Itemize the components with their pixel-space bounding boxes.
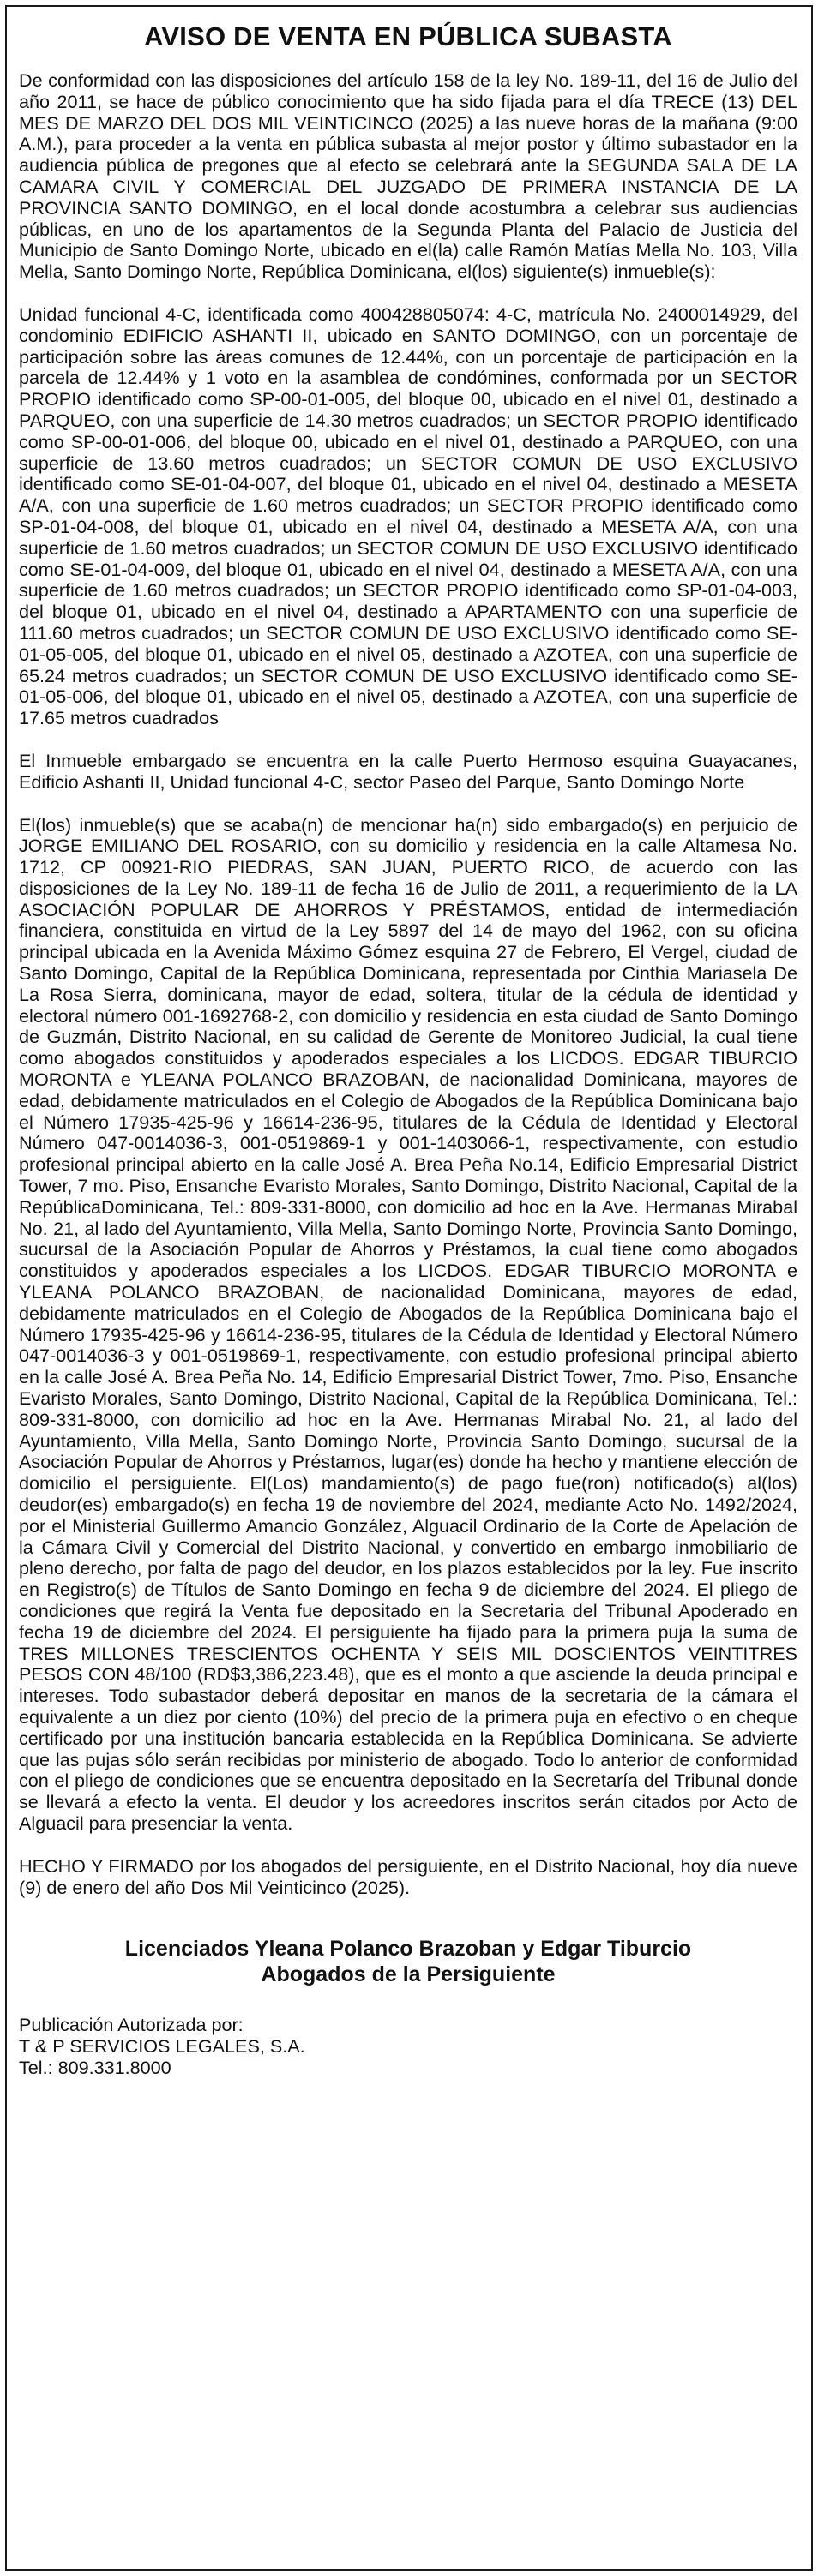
property-location-paragraph: El Inmueble embargado se encuentra en la calle Puerto Hermoso esquina Guayacanes, Edificio Ashanti II, Unidad funcional 4-C, sector Paseo del Parque, Santo Domingo Norte — [19, 749, 797, 793]
seizure-details-paragraph: El(los) inmueble(s) que se acaba(n) de mencionar ha(n) sido embargado(s) en perjuicio de JORGE EMILIANO DEL ROSARIO, con su domicilio y residencia en la calle Altamesa No. 1712, CP 00921-RIO PIEDRAS, SAN JUAN, PUERTO RICO, de acuerdo con las disposiciones de la Ley No. 189-11 de fecha 16 de Julio de 2011, a requerimiento de la LA ASOCIACIÓN POPULAR DE AHORROS Y PRÉSTAMOS, entidad de intermediación financiera, constituida en virtud de la Ley 5897 del 14 de mayo del 1962, con su oficina principal ubicada en la Avenida Máximo Gómez esquina 27 de Febrero, El Vergel, ciudad de Santo Domingo, Capital de la República Dominicana, representada por Cinthia Mariasela De La Rosa Sierra, dominicana, mayor de edad, soltera, titular de la cédula de identidad y electoral número 001-1692768-2, con domicilio y residencia en esta ciudad de Santo Domingo de Guzmán, Distrito Nacional, en su calidad de Gerente de Monitoreo Judicial, la cual tiene como abogados constituidos y apoderados especiales a los LICDOS. EDGAR TIBURCIO MORONTA e YLEANA POLANCO BRAZOBAN, de nacionalidad Dominicana, mayores de edad, debidamente matriculados en el Colegio de Abogados de la República Dominicana bajo el Número 17935-425-96 y 16614-236-95, titulares de la Cédula de Identidad y Electoral Número 047-0014036-3, 001-0519869-1 y 001-1403066-1, respectivamente, con estudio profesional principal abierto en la calle José A. Brea Peña No.14, Edificio Empresarial District Tower, 7 mo. Piso, Ensanche Evaristo Morales, Santo Domingo, Distrito Nacional, Capital de la RepúblicaDominicana, Tel.: 809-331-8000, con domicilio ad hoc en la Ave. Hermanas Mirabal No. 21, al lado del Ayuntamiento, Villa Mella, Santo Domingo Norte, Provincia Santo Domingo, sucursal de la Asociación Popular de Ahorros y Préstamos, la cual tiene como abogados constituidos y apoderados especiales a los LICDOS. EDGAR TIBURCIO MORONTA e YLEANA POLANCO BRAZOBAN, de nacionalidad Dominicana, mayores de edad, debidamente matriculados en el Colegio de Abogados de la República Dominicana bajo el Número 17935-425-96 y 16614-236-95, titulares de la Cédula de Identidad y Electoral Número 047-0014036-3 y 001-0519869-1, respectivamente, con estudio profesional principal abierto en la calle José A. Brea Peña No. 14, Edificio Empresarial District Tower, 7mo. Piso, Ensanche Evaristo Morales, Santo Domingo, Distrito Nacional, Capital de la República Dominicana, Tel.: 809-331-8000, con domicilio ad hoc en la Ave. Hermanas Mirabal No. 21, al lado del Ayuntamiento, Villa Mella, Santo Domingo Norte, Provincia Santo Domingo, sucursal de la Asociación Popular de Ahorros y Préstamos, lugar(es) donde ha hecho y mantiene elección de domicilio el persiguiente. El(Los) mandamiento(s) de pago fue(ron) notificado(s) al(los) deudor(es) embargado(s) en fecha 19 de noviembre del 2024, mediante Acto No. 1492/2024, por el Ministerial Guillermo Amancio González, Alguacil Ordinario de la Corte de Apelación de la Cámara Civil y Comercial del Distrito Nacional, y convertido en embargo inmobiliario de pleno derecho, por falta de pago del deudor, en los plazos establecidos por la ley. Fue inscrito en Registro(s) de Títulos de Santo Domingo en fecha 9 de diciembre del 2024. El pliego de condiciones que regirá la Venta fue depositado en la Secretaria del Tribunal Apoderado en fecha 19 de diciembre del 2024. El persiguiente ha fijado para la primera puja la suma de TRES MILLONES TRESCIENTOS OCHENTA Y SEIS MIL DOSCIENTOS VEINTITRES PESOS CON 48/100 (RD$3,386,223.48), que es el monto a que asciende la deuda principal e intereses. Todo subastador deberá depositar en manos de la secretaria de la cámara el equivalente a un diez por ciento (10%) del precio de la primera puja en efectivo o en cheque certificado por una institución bancaria establecida en la República Dominicana. Se advierte que las pujas sólo serán recibidas por ministerio de abogado. Todo lo anterior de conformidad con el pliego de condiciones que se encuentra depositado en la Secretaría del Tribunal donde se llevará a efecto la venta. El deudor y los acreedores inscritos serán citados por Acto de Alguacil para presenciar la venta. — [19, 813, 797, 1834]
publication-footer — [19, 2015, 797, 2078]
signature-role: Abogados de la Persiguiente — [261, 1962, 556, 1987]
property-description-paragraph: Unidad funcional 4-C, identificada como 400428805074: 4-C, matrícula No. 2400014929, del condominio EDIFICIO ASHANTI II, ubicado en SANTO DOMINGO, con un porcentaje de participación sobre las áreas comunes de 12.44%, con un porcentaje de participación en la parcela de 12.44% y 1 voto en la asamblea de condómines, conformada por un SECTOR PROPIO identificado como SP-00-01-005, del bloque 00, ubicado en el nivel 01, destinado a PARQUEO, con una superficie de 14.30 metros cuadrados; un SECTOR PROPIO identificado como SP-00-01-006, del bloque 00, ubicado en el nivel 01, destinado a PARQUEO, con una superficie de 13.60 metros cuadrados; un SECTOR COMUN DE USO EXCLUSIVO identificado como SE-01-04-007, del bloque 01, ubicado en el nivel 04, destinado a MESETA A/A, con una superficie de 1.60 metros cuadrados; un SECTOR PROPIO identificado como SP-01-04-008, del bloque 01, ubicado en el nivel 04, destinado a MESETA A/A, con una superficie de 1.60 metros cuadrados; un SECTOR COMUN DE USO EXCLUSIVO identificado como SE-01-04-009, del bloque 01, ubicado en el nivel 04, destinado a MESETA A/A, con una superficie de 1.60 metros cuadrados; un SECTOR PROPIO identificado como SP-01-04-003, del bloque 01, ubicado en el nivel 04, destinado a APARTAMENTO con una superficie de 111.60 metros cuadrados; un SECTOR COMUN DE USO EXCLUSIVO identificado como SE-01-05-005, del bloque 01, ubicado en el nivel 05, destinado a AZOTEA, con una superficie de 65.24 metros cuadrados; un SECTOR COMUN DE USO EXCLUSIVO identificado como SE-01-05-006, del bloque 01, ubicado en el nivel 05, destinado a AZOTEA, con una superficie de 17.65 metros cuadrados — [19, 303, 797, 729]
footer-phone: Tel.: 809.331.8000 — [19, 2056, 171, 2078]
footer-company: T & P SERVICIOS LEGALES, S.A. — [19, 2035, 305, 2058]
signature-block — [19, 1936, 797, 1987]
public-auction-notice — [19, 19, 797, 2079]
signed-paragraph: HECHO Y FIRMADO por los abogados del persiguiente, en el Distrito Nacional, hoy día nueve (9) de enero del año Dos Mil Veinticinco (2025). — [19, 1854, 797, 1898]
intro-paragraph: De conformidad con las disposiciones del artículo 158 de la ley No. 189-11, del 16 de Julio del año 2011, se hace de público conocimiento que ha sido fijada para el día TRECE (13) DEL MES DE MARZO DEL DOS MIL VEINTICINCO (2025) a las nueve horas de la mañana (9:00 A.M.), para proceder a la venta en pública subasta al mejor postor y último subastador en la audiencia pública de pregones que al efecto se celebrará ante la SEGUNDA SALA DE LA CAMARA CIVIL Y COMERCIAL DEL JUZGADO DE PRIMERA INSTANCIA DE LA PROVINCIA SANTO DOMINGO, en el local donde acostumbra a celebrar sus audiencias públicas, en uno de los apartamentos de la Segunda Planta del Palacio de Justicia del Municipio de Santo Domingo Norte, ubicado en el(la) calle Ramón Matías Mella No. 103, Villa Mella, Santo Domingo Norte, República Dominicana, el(los) siguiente(s) inmueble(s): — [19, 69, 797, 283]
signature-names: Licenciados Yleana Polanco Brazoban y Edgar Tiburcio — [124, 1937, 692, 1962]
notice-title: AVISO DE VENTA EN PÚBLICA SUBASTA — [144, 21, 672, 51]
footer-authorized-by: Publicación Autorizada por: — [19, 2014, 244, 2036]
